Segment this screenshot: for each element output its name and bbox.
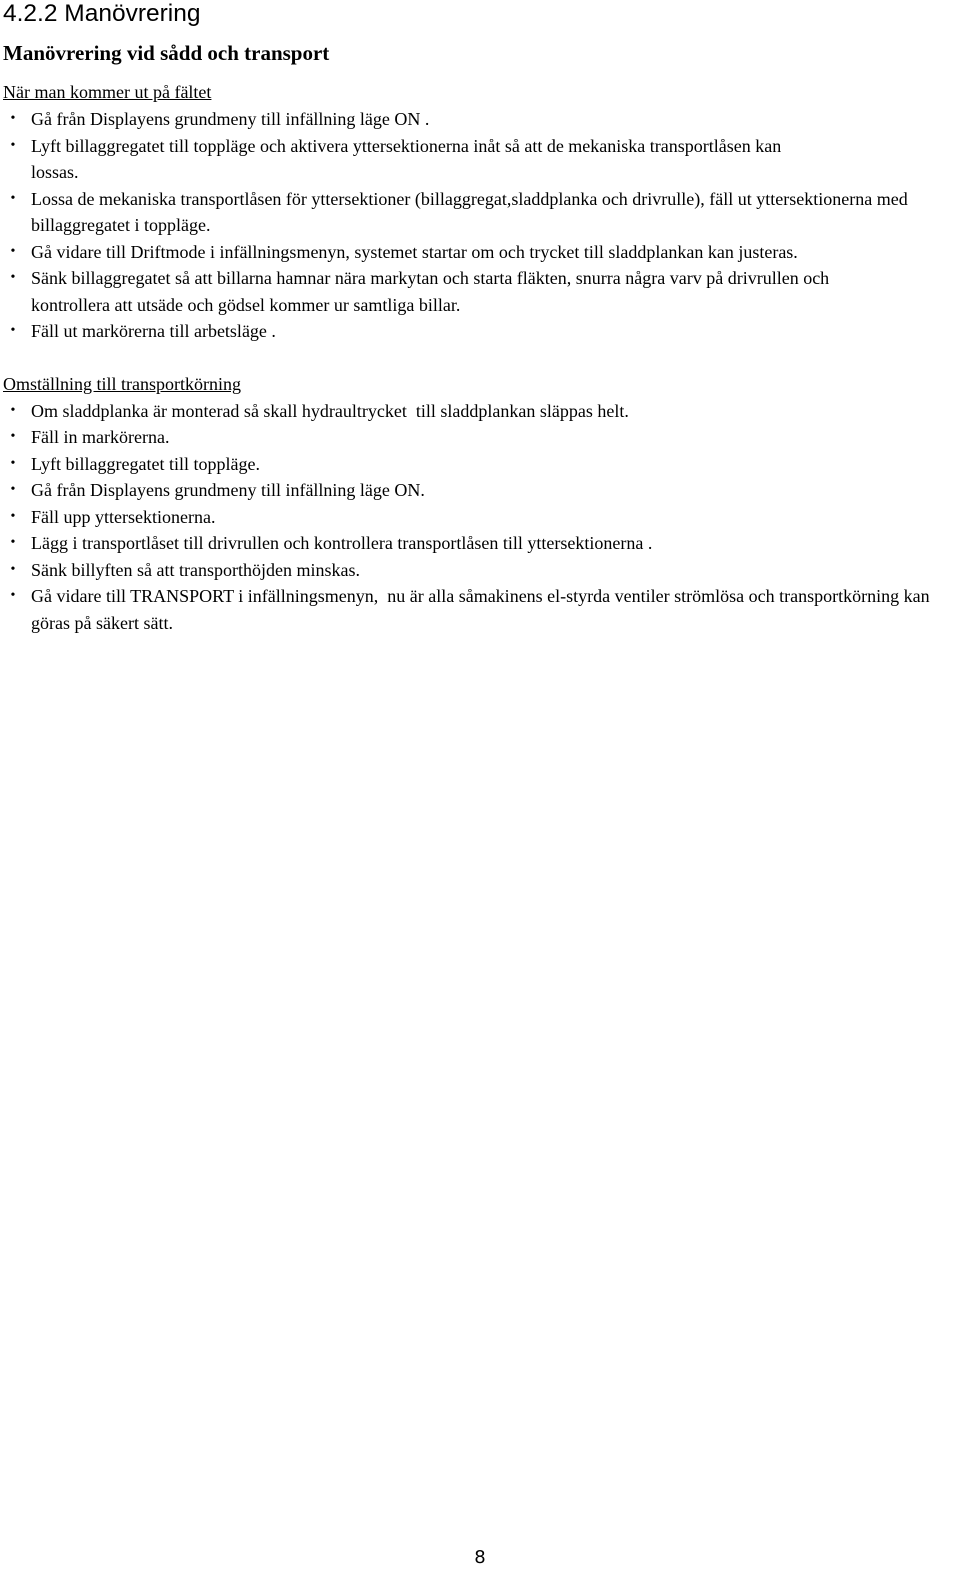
list-item [3, 424, 953, 451]
bullet-icon: • [10, 402, 16, 418]
bullet-list-transport [3, 398, 953, 637]
list-item-text: Fäll ut markörerna till arbetsläge . [31, 321, 276, 341]
bullet-icon: • [10, 243, 16, 259]
list-item [3, 504, 953, 531]
list-item-text: Gå vidare till Driftmode i infällningsmenyn, systemet startar om och trycket till sladdplankan kan justeras. [31, 241, 798, 262]
list-item [3, 318, 953, 345]
bullet-icon: • [10, 482, 16, 497]
list-item [3, 239, 960, 266]
list-item-text: Gå från Displayens grundmeny till infällning läge ON. [31, 480, 425, 500]
bullet-icon: • [10, 429, 16, 444]
bullet-icon: • [10, 270, 16, 285]
section-heading: 4.2.2 Manövrering [3, 0, 201, 27]
bullet-icon: • [10, 137, 16, 153]
list-item-text: Fäll in markörerna. [31, 427, 170, 447]
bullet-icon: • [10, 190, 16, 206]
list-item-text: Lyft billaggregatet till toppläge. [31, 453, 260, 474]
bullet-icon: • [10, 508, 16, 524]
list-item [3, 557, 953, 584]
list-item-text: Gå vidare till TRANSPORT i infällningsmenyn, nu är alla såmakinens el-styrda ventiler strömlösa och transportkörning kan göras på säkert sätt. [31, 586, 935, 633]
bullet-icon: • [10, 535, 16, 550]
list-item [3, 106, 953, 133]
list-item-text: Sänk billyften så att transporthöjden minskas. [31, 559, 360, 580]
bullet-icon: • [10, 561, 16, 577]
list-item-text: Lossa de mekaniska transportlåsen för yttersektioner (billaggregat,sladdplanka och drivrulle), fäll ut yttersektionerna med billaggregatet i toppläge. [31, 188, 908, 235]
list-item-text: Sänk billaggregatet så att billarna hamnar nära markytan och starta fläkten, snurra några varv på drivrullen och kontrollera att utsäde och gödsel kommer ur samtliga billar. [31, 268, 830, 315]
document-page [3, 0, 953, 636]
list-item-text: Om sladdplanka är monterad så skall hydraultrycket till sladdplankan släppas helt. [31, 400, 629, 421]
list-item-text: Fäll upp yttersektionerna. [31, 506, 216, 527]
bullet-icon: • [10, 588, 16, 603]
sub-heading: Manövrering vid sådd och transport [3, 41, 330, 65]
page-number: 8 [474, 1547, 486, 1568]
list-item [3, 583, 936, 636]
list-item [3, 451, 953, 478]
list-item [3, 133, 811, 186]
bullet-list-field [3, 106, 953, 345]
bullet-icon: • [10, 323, 16, 338]
list-item-text: Lägg i transportlåset till drivrullen och kontrollera transportlåsen till yttersektionerna . [31, 533, 653, 553]
list-item [3, 265, 901, 318]
list-item [3, 186, 931, 239]
bullet-icon: • [10, 455, 16, 471]
list-item [3, 398, 953, 425]
group-title-field: När man kommer ut på fältet [3, 82, 212, 102]
list-item [3, 530, 953, 557]
group-title-transport: Omställning till transportkörning [3, 373, 241, 394]
bullet-icon: • [10, 111, 16, 126]
list-item [3, 477, 953, 504]
list-item-text: Lyft billaggregatet till toppläge och aktivera yttersektionerna inåt så att de mekaniska transportlåsen kan lossas. [31, 135, 782, 182]
list-item-text: Gå från Displayens grundmeny till infällning läge ON . [31, 109, 430, 129]
